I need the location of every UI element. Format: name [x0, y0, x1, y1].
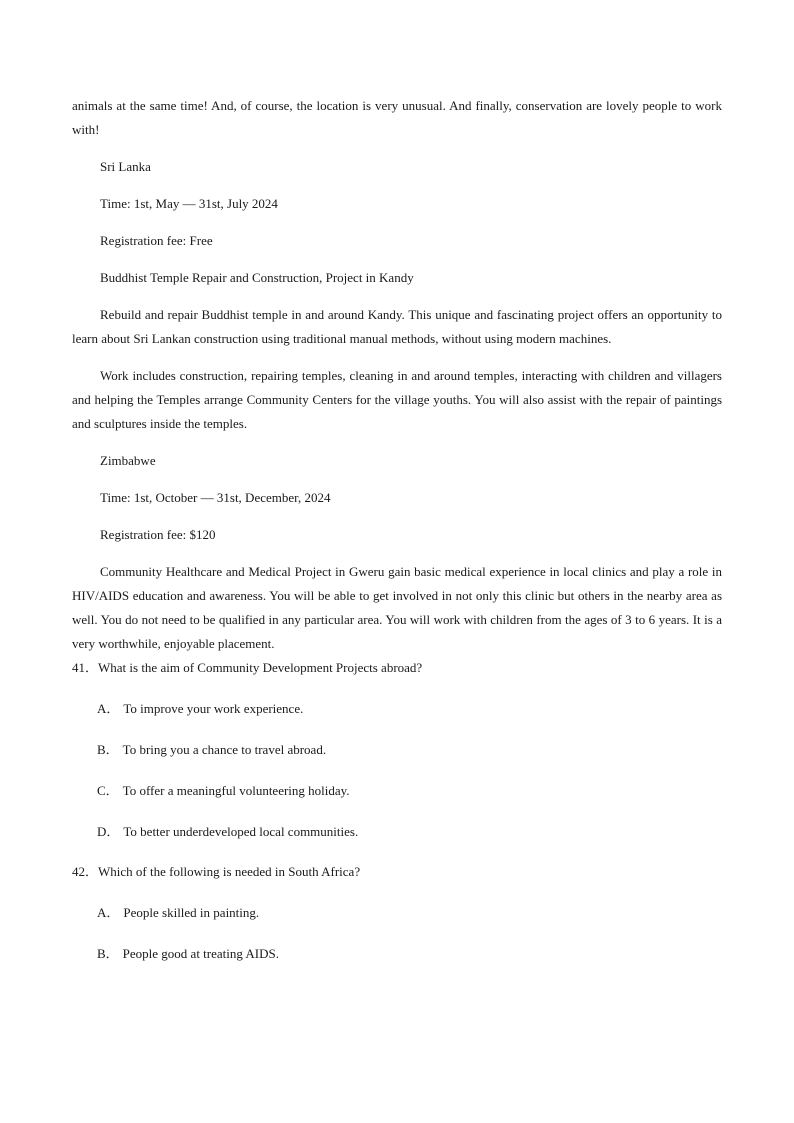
- question-41-option-b: [72, 738, 722, 762]
- sri-lanka-fee: Registration fee: Free: [100, 233, 213, 248]
- option-text: People good at treating AIDS.: [122, 946, 280, 961]
- question-41-option-d: [72, 820, 722, 844]
- zimbabwe-time: Time: 1st, October — 31st, December, 2024: [100, 490, 331, 505]
- zimbabwe-fee: Registration fee: $120: [100, 527, 216, 542]
- option-letter: C．: [97, 783, 119, 798]
- sri-lanka-paragraph-1: Rebuild and repair Buddhist temple in and around Kandy. This unique and fascinating project offers an opportunity to learn about Sri Lankan construction using traditional manual methods, without using modern machines.: [72, 307, 722, 346]
- question-41-stem: 41．What is the aim of Community Development Projects abroad?: [72, 660, 423, 675]
- sri-lanka-heading: Sri Lanka: [100, 159, 151, 174]
- option-letter: B．: [97, 946, 119, 961]
- zimbabwe-paragraph-1: Community Healthcare and Medical Project in Gweru gain basic medical experience in local clinics and play a role in HIV/AIDS education and awareness. You will be able to get involved in not only this clinic but others in the nearby area as well. You do not need to be qualified in any particular area. You will work with children from the ages of 3 to 6 years. It is a very worthwhile, enjoyable placement.: [72, 564, 722, 651]
- question-41-option-a: [72, 697, 722, 721]
- option-letter: A．: [97, 905, 120, 920]
- question-42-option-b: [72, 942, 722, 966]
- option-text: To bring you a chance to travel abroad.: [122, 742, 327, 757]
- question-41-option-c: [72, 779, 722, 803]
- zimbabwe-heading: Zimbabwe: [100, 453, 156, 468]
- option-text: To offer a meaningful volunteering holiday.: [122, 783, 350, 798]
- sri-lanka-time: Time: 1st, May — 31st, July 2024: [100, 196, 278, 211]
- intro-tail-paragraph: animals at the same time! And, of course, the location is very unusual. And finally, conservation are lovely people to work with!: [72, 98, 722, 137]
- option-text: To improve your work experience.: [123, 701, 304, 716]
- document-page: [72, 94, 722, 966]
- option-text: To better underdeveloped local communities.: [123, 824, 359, 839]
- question-42-option-a: [72, 901, 722, 925]
- sri-lanka-paragraph-2: Work includes construction, repairing temples, cleaning in and around temples, interacting with children and villagers and helping the Temples arrange Community Centers for the village youths. You will also assist with the repair of paintings and sculptures inside the temples.: [72, 368, 722, 431]
- sri-lanka-project-title: Buddhist Temple Repair and Construction, Project in Kandy: [100, 270, 414, 285]
- option-letter: B．: [97, 742, 119, 757]
- question-42-stem: 42．Which of the following is needed in South Africa?: [72, 864, 361, 879]
- option-text: People skilled in painting.: [123, 905, 260, 920]
- option-letter: D．: [97, 824, 120, 839]
- option-letter: A．: [97, 701, 120, 716]
